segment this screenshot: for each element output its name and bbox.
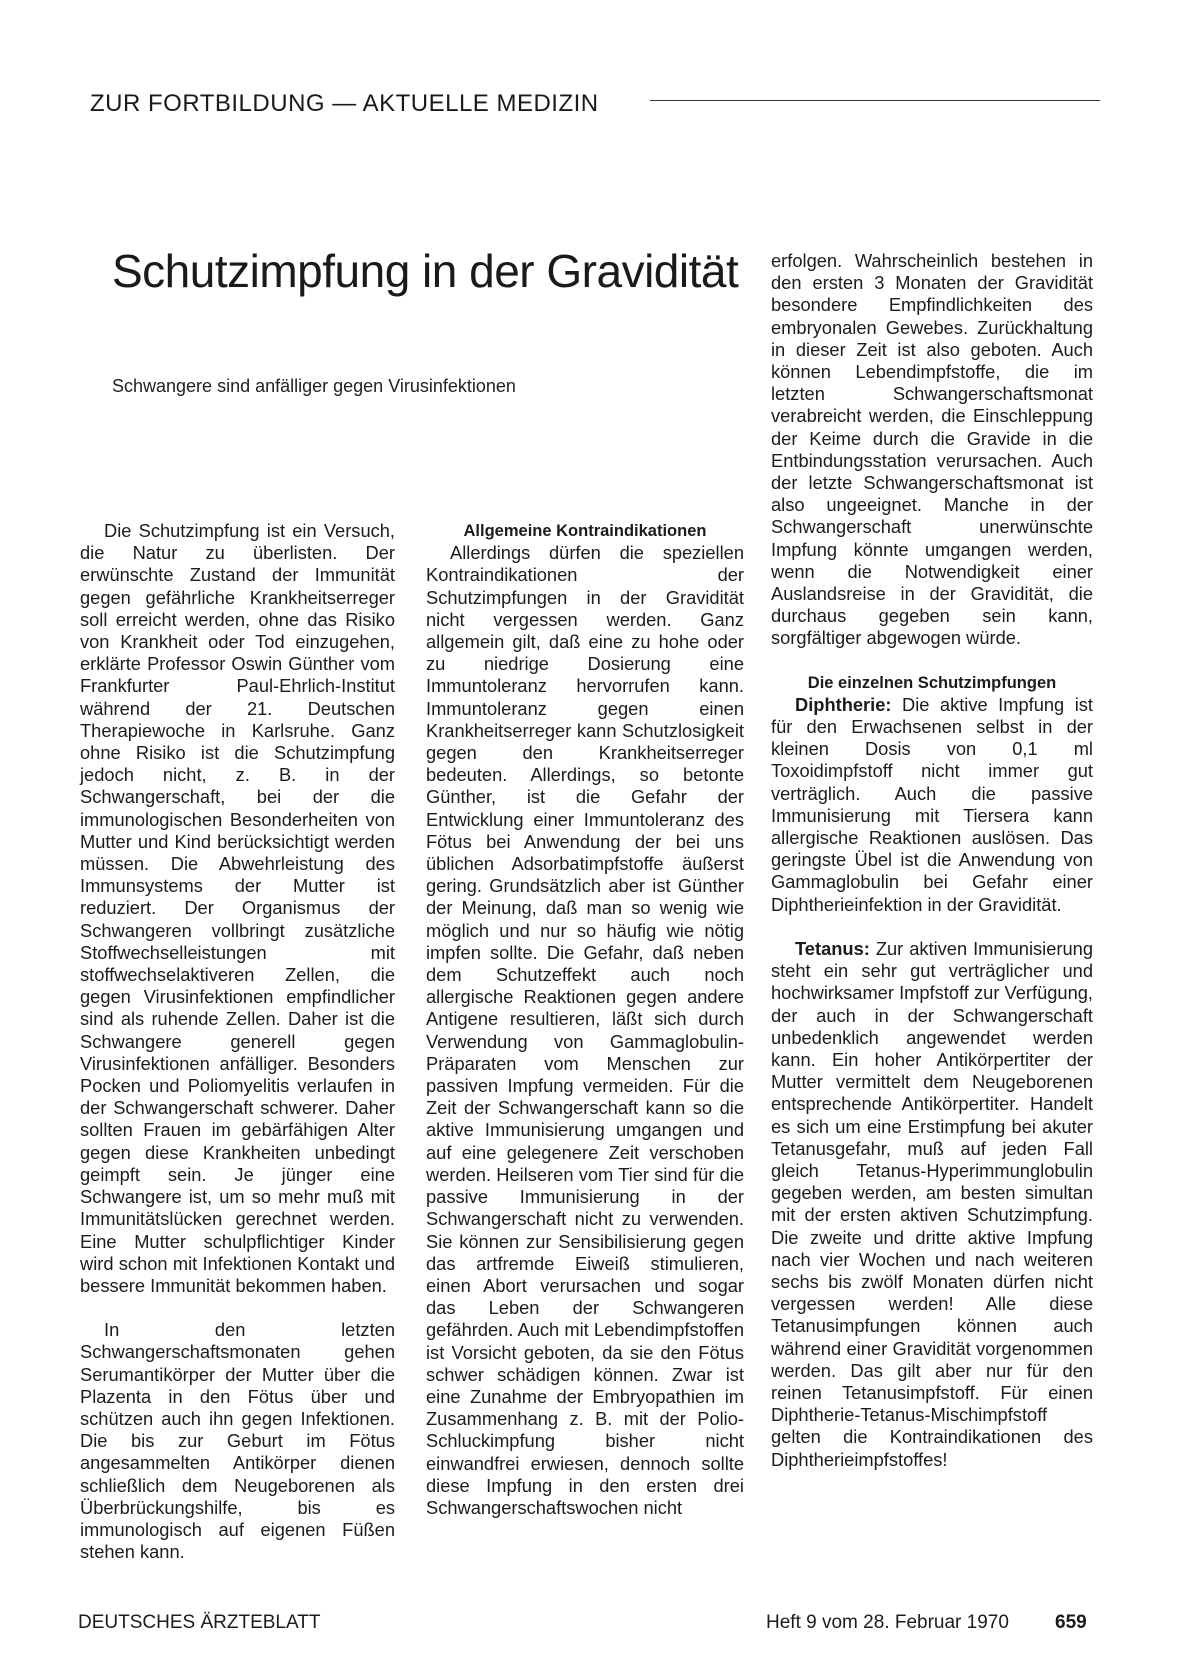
article-subtitle: Schwangere sind anfälliger gegen Virusinfektionen	[112, 376, 516, 396]
subheading-kontraindikationen: Allgemeine Kontraindikationen	[463, 522, 707, 540]
tetanus-paragraph	[771, 938, 1093, 1471]
tetanus-label: Tetanus:	[795, 937, 870, 959]
column-3	[771, 250, 1093, 1471]
section-header: ZUR FORTBILDUNG — AKTUELLE MEDIZIN	[90, 90, 599, 117]
header-rule	[650, 100, 1100, 101]
body-paragraph: In den letzten Schwangerschaftsmonaten gehen Serumantikörper der Mutter über die Plazenta in den Fötus über und schützen auch ihn gegen Infektionen. Die bis zur Geburt im Fötus angesammelten Antikörper dienen schließlich dem Neugeborenen als Überbrückungshilfe, bis es immunologisch auf eigenen Füßen stehen kann.	[80, 1319, 395, 1563]
tetanus-text: Zur aktiven Immunisierung steht ein sehr gut verträglicher und hochwirksamer Impfstoff zur Verfügung, der auch in der Schwangerschaft unbedenklich angewendet werden kann. Ein hoher Antikörpertiter der Mutter vermittelt dem Neugeborenen entsprechende Antikörpertiter. Handelt es sich um eine Erstimpfung bei akuter Tetanusgefahr, muß auf jeden Fall gleich Tetanus-Hyperimmunglobulin gegeben werden, am besten simultan mit der ersten aktiven Schutzimpfung. Die zweite und dritte aktive Impfung nach vier Wochen und nach weiteren sechs bis zwölf Monaten dürfen nicht vergessen werden! Alle diese Tetanusimpfungen können auch während einer Gravidität vorgenommen werden. Das gilt aber nur für den reinen Tetanusimpfstoff. Für einen Diphtherie-Tetanus-Mischimpfstoff gelten die Kontraindikationen des Diphtherieimpfstoffes!	[771, 937, 1093, 1470]
diphtherie-text: Die aktive Impfung ist für den Erwachsenen selbst in der kleinen Dosis von 0,1 ml Toxoidimpfstoff nicht immer gut verträglich. Auch die passive Immunisierung mit Tiersera kann allergische Reaktionen auslösen. Das geringste Übel ist die Anwendung von Gammaglobulin bei Gefahr einer Diphtherieinfektion in der Gravidität.	[771, 693, 1093, 915]
footer-issue: Heft 9 vom 28. Februar 1970	[766, 1612, 1009, 1633]
column-2	[426, 520, 744, 1519]
footer-journal: DEUTSCHES ÄRZTEBLATT	[78, 1612, 321, 1633]
diphtherie-paragraph	[771, 694, 1093, 916]
body-paragraph: Die Schutzimpfung ist ein Versuch, die Natur zu überlisten. Der erwünschte Zustand der Immunität gegen gefährliche Krankheitserreger soll erreicht werden, ohne das Risiko von Krankheit oder Tod einzugehen, erklärte Professor Oswin Günther vom Frankfurter Paul-Ehrlich-Institut während der 21. Deutschen Therapiewoche in Karlsruhe. Ganz ohne Risiko ist die Schutzimpfung jedoch nicht, z. B. in der Schwangerschaft, bei der die immunologischen Besonderheiten von Mutter und Kind berücksichtigt werden müssen. Die Abwehrleistung des Immunsystems der Mutter ist reduziert. Der Organismus der Schwangeren vollbringt zusätzliche Stoffwechselleistungen mit stoffwechselaktiveren Zellen, die gegen Virusinfektionen empfindlicher sind als ruhende Zellen. Daher ist die Schwangere generell gegen Virusinfektionen anfälliger. Besonders Pocken und Poliomyelitis verlaufen in der Schwangerschaft schwerer. Daher sollten Frauen im gebärfähigen Alter gegen diese Krankheiten unbedingt geimpft sein. Je jünger eine Schwangere ist, um so mehr muß mit Immunitätslücken gerechnet werden. Eine Mutter schulpflichtiger Kinder wird schon mit Infektionen Kontakt und bessere Immunität bekommen haben.	[80, 520, 395, 1296]
column-1	[80, 520, 395, 1563]
page-number: 659	[1055, 1612, 1087, 1633]
body-paragraph: Allerdings dürfen die speziellen Kontraindikationen der Schutzimpfungen in der Gravidität nicht vergessen werden. Ganz allgemein gilt, daß eine zu hohe oder zu niedrige Dosierung eine Immuntoleranz hervorrufen kann. Immuntoleranz gegen einen Krankheitserreger kann Schutzlosigkeit gegen den Krankheitserreger bedeuten. Allerdings, so betonte Günther, ist die Gefahr der Entwicklung einer Immuntoleranz des Fötus bei Anwendung der bei uns üblichen Adsorbatimpfstoffe äußerst gering. Grundsätzlich aber ist Günther der Meinung, daß man so wenig wie möglich und nur so häufig wie nötig impfen sollte. Die Gefahr, daß neben dem Schutzeffekt auch noch allergische Reaktionen gegen andere Antigene resultieren, läßt sich durch Verwendung von Gammaglobulin-Präparaten vom Menschen zur passiven Impfung vermeiden. Für die Zeit der Schwangerschaft kann so die aktive Immunisierung umgangen und auf eine gelegenere Zeit verschoben werden. Heilseren vom Tier sind für die passive Immunisierung in der Schwangerschaft nicht zu verwenden. Sie können zur Sensibilisierung gegen das artfremde Eiweiß stimulieren, einen Abort verursachen und sogar das Leben der Schwangeren gefährden. Auch mit Lebendimpfstoffen ist Vorsicht geboten, da sie den Fötus schwer schädigen können. Zwar ist eine Zunahme der Embryopathien im Zusammenhang z. B. mit der Polio-Schluckimpfung bisher nicht einwandfrei erwiesen, dennoch sollte diese Impfung in den ersten drei Schwangerschaftswochen nicht	[426, 542, 744, 1518]
body-paragraph: erfolgen. Wahrscheinlich bestehen in den ersten 3 Monaten der Gravidität besondere Empfindlichkeiten des embryonalen Gewebes. Zurückhaltung in dieser Zeit ist also geboten. Auch können Lebendimpfstoffe, die im letzten Schwangerschaftsmonat verabreicht werden, die Einschleppung der Keime durch die Gravide in die Entbindungsstation verursachen. Auch der letzte Schwangerschaftsmonat ist also ungeeignet. Manche in der Schwangerschaft unerwünschte Impfung könnte umgangen werden, wenn die Notwendigkeit einer Auslandsreise in der Gravidität, die durchaus gegeben sein kann, sorgfältiger abgewogen würde.	[771, 250, 1093, 649]
article-title: Schutzimpfung in der Gravidität	[112, 245, 739, 297]
diphtherie-label: Diphtherie:	[795, 693, 892, 715]
subheading-schutzimpfungen: Die einzelnen Schutzimpfungen	[807, 673, 1057, 692]
